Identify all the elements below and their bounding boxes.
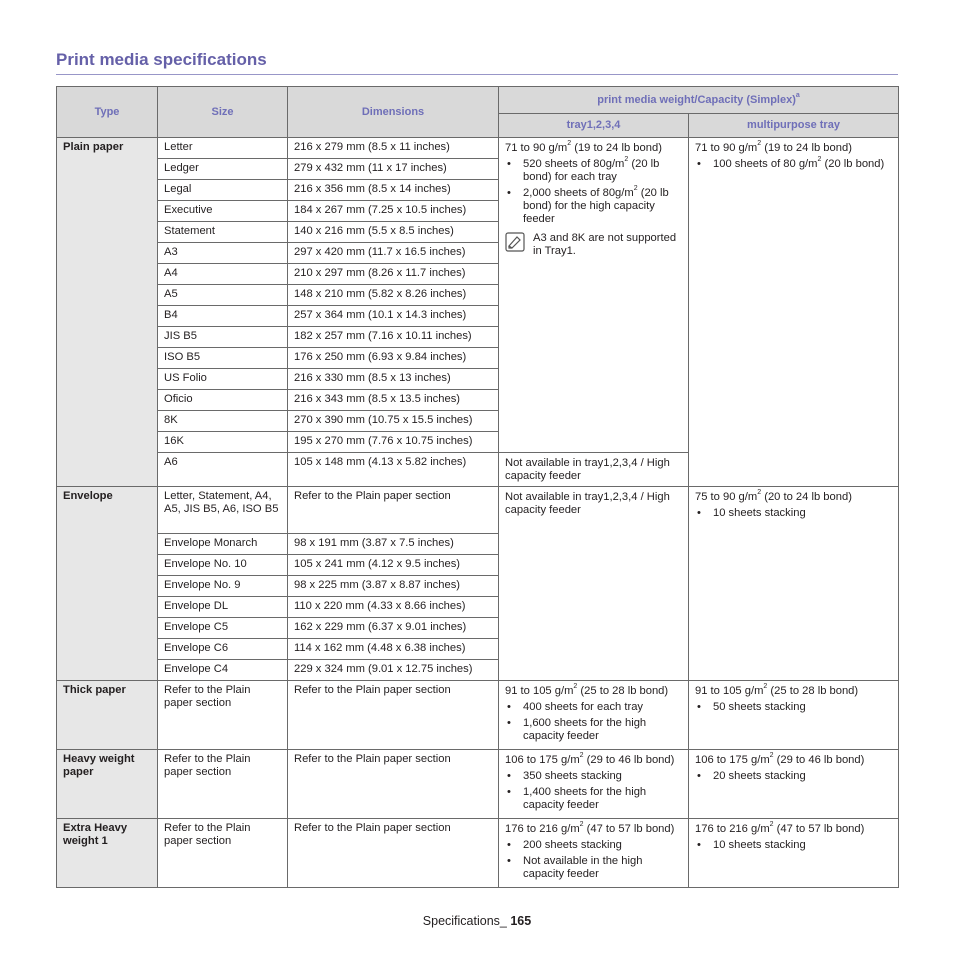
- plain-mp-weight-post: (19 to 24 lb bond): [761, 142, 852, 154]
- size-label: Refer to the Plain paper section: [164, 822, 251, 847]
- thick-tray-weight-pre: 91 to 105 g/m: [505, 685, 574, 697]
- plain-mp-list: [695, 158, 893, 171]
- list-item: [505, 158, 683, 184]
- dimension-cell: [288, 222, 499, 243]
- list-item: [695, 839, 893, 852]
- dimension-label: Refer to the Plain paper section: [294, 684, 451, 696]
- envelope-mp-weight: [695, 491, 893, 504]
- size-label: Envelope C5: [164, 621, 229, 633]
- extra-tray-weight-post: (47 to 57 lb bond): [583, 823, 675, 835]
- thick-tray-weight-post: (25 to 28 lb bond): [577, 685, 669, 697]
- size-cell: [158, 639, 288, 660]
- extra-tray-weight-sup: 2: [579, 821, 584, 829]
- size-cell: [158, 327, 288, 348]
- list-item: [505, 187, 683, 226]
- type-label: Thick paper: [63, 684, 126, 696]
- dimension-label: 279 x 432 mm (11 x 17 inches): [294, 162, 447, 174]
- header-dimensions: Dimensions: [288, 87, 499, 138]
- list-item: [695, 158, 893, 171]
- plain-mp-capacity: [689, 138, 899, 487]
- b1: 350 sheets stacking: [523, 770, 622, 782]
- type-label: Extra Heavy weight 1: [63, 822, 128, 847]
- extra-mp-weight: [695, 823, 893, 836]
- envelope-mp-weight-sup: 2: [757, 489, 762, 497]
- heavy-mp-weight-post: (29 to 46 lb bond): [773, 754, 865, 766]
- heavy-tray-weight-post: (29 to 46 lb bond): [583, 754, 675, 766]
- thick-tray-capacity: [499, 681, 689, 750]
- header-capacity-group: [499, 87, 899, 114]
- extra-tray-capacity: [499, 819, 689, 888]
- type-plain-paper: [57, 138, 158, 487]
- type-envelope: [57, 487, 158, 681]
- dimension-cell: [288, 681, 499, 750]
- thick-mp-weight-sup: 2: [763, 683, 768, 691]
- heavy-mp-list: [695, 770, 893, 783]
- dimension-label: 216 x 343 mm (8.5 x 13.5 inches): [294, 393, 461, 405]
- extra-mp-weight-post: (47 to 57 lb bond): [773, 823, 865, 835]
- size-cell: [158, 159, 288, 180]
- b1-post: (20 lb bond) for each tray: [523, 158, 660, 183]
- note-pencil-icon: [505, 232, 525, 252]
- list-item: [695, 770, 893, 783]
- size-cell: [158, 597, 288, 618]
- size-label: A4: [164, 267, 178, 279]
- size-label: JIS B5: [164, 330, 197, 342]
- dimension-label: 114 x 162 mm (4.48 x 6.38 inches): [294, 642, 466, 654]
- dimension-cell: [288, 285, 499, 306]
- size-cell: [158, 138, 288, 159]
- list-item: [505, 770, 683, 783]
- a6-tray-capacity: [499, 453, 689, 487]
- size-label: Envelope C6: [164, 642, 229, 654]
- dimension-label: 162 x 229 mm (6.37 x 9.01 inches): [294, 621, 467, 633]
- list-item: [505, 855, 683, 881]
- heavy-mp-weight: [695, 754, 893, 767]
- heavy-tray-capacity: [499, 750, 689, 819]
- size-label: Ledger: [164, 162, 199, 174]
- envelope-mp-weight-post: (20 to 24 lb bond): [761, 491, 852, 503]
- dimension-cell: [288, 576, 499, 597]
- size-label: 8K: [164, 414, 178, 426]
- dimension-cell: [288, 534, 499, 555]
- size-label: Envelope No. 10: [164, 558, 247, 570]
- dimension-cell: [288, 639, 499, 660]
- dimension-cell: [288, 597, 499, 618]
- envelope-mp-capacity: [689, 487, 899, 681]
- type-label: Heavy weight paper: [63, 753, 135, 778]
- mp-b1: 50 sheets stacking: [713, 701, 806, 713]
- size-cell: [158, 453, 288, 487]
- page-footer: [0, 914, 954, 928]
- header-tray: tray1,2,3,4: [499, 114, 689, 138]
- size-cell: [158, 264, 288, 285]
- size-cell: [158, 243, 288, 264]
- dimension-label: 176 x 250 mm (6.93 x 9.84 inches): [294, 351, 467, 363]
- dimension-cell: [288, 138, 499, 159]
- dimension-cell: [288, 390, 499, 411]
- extra-tray-list: [505, 839, 683, 881]
- size-label: B4: [164, 309, 178, 321]
- dimension-label: 110 x 220 mm (4.33 x 8.66 inches): [294, 600, 466, 612]
- size-cell: [158, 681, 288, 750]
- thick-mp-capacity: [689, 681, 899, 750]
- header-size: Size: [158, 87, 288, 138]
- list-item: [505, 786, 683, 812]
- size-label: Envelope No. 9: [164, 579, 241, 591]
- dimension-cell: [288, 618, 499, 639]
- size-label: Letter, Statement, A4, A5, JIS B5, A6, ISO B5: [164, 490, 279, 515]
- plain-tray-weight: [505, 142, 683, 155]
- size-label: ISO B5: [164, 351, 201, 363]
- b2-pre: 2,000 sheets of 80g/m: [523, 187, 634, 199]
- size-label: Envelope Monarch: [164, 537, 258, 549]
- table-row: [57, 750, 899, 819]
- size-cell: [158, 285, 288, 306]
- list-item: [505, 839, 683, 852]
- page-title: Print media specifications: [56, 50, 267, 69]
- size-cell: [158, 306, 288, 327]
- plain-mp-weight-sup: 2: [757, 140, 762, 148]
- dimension-label: 148 x 210 mm (5.82 x 8.26 inches): [294, 288, 467, 300]
- dimension-label: 270 x 390 mm (10.75 x 15.5 inches): [294, 414, 473, 426]
- dimension-label: 216 x 356 mm (8.5 x 14 inches): [294, 183, 451, 195]
- dimension-cell: [288, 348, 499, 369]
- envelope-mp-weight-pre: 75 to 90 g/m: [695, 491, 758, 503]
- size-label: Statement: [164, 225, 215, 237]
- plain-mp-weight-pre: 71 to 90 g/m: [695, 142, 758, 154]
- type-thick: [57, 681, 158, 750]
- dimension-cell: [288, 432, 499, 453]
- dimension-label: 195 x 270 mm (7.76 x 10.75 inches): [294, 435, 473, 447]
- b2: 1,400 sheets for the high capacity feeder: [523, 786, 647, 811]
- dimension-cell: [288, 306, 499, 327]
- heavy-tray-weight-sup: 2: [579, 752, 584, 760]
- mp-b1: 20 sheets stacking: [713, 770, 806, 782]
- size-cell: [158, 390, 288, 411]
- dimension-label: 184 x 267 mm (7.25 x 10.5 inches): [294, 204, 467, 216]
- plain-tray-weight-sup: 2: [567, 140, 572, 148]
- dimension-cell: [288, 411, 499, 432]
- size-label: Letter: [164, 141, 193, 153]
- thick-mp-list: [695, 701, 893, 714]
- thick-tray-list: [505, 701, 683, 743]
- dimension-cell: [288, 201, 499, 222]
- print-media-table: [56, 86, 899, 888]
- extra-tray-weight-pre: 176 to 216 g/m: [505, 823, 580, 835]
- dimension-cell: [288, 159, 499, 180]
- mp-b1-pre: 100 sheets of 80 g/m: [713, 158, 818, 170]
- title-divider: [56, 74, 898, 75]
- size-cell: [158, 432, 288, 453]
- header-type: Type: [57, 87, 158, 138]
- dimension-cell: [288, 264, 499, 285]
- thick-tray-weight-sup: 2: [573, 683, 578, 691]
- size-cell: [158, 201, 288, 222]
- size-label: A5: [164, 288, 178, 300]
- dimension-label: 140 x 216 mm (5.5 x 8.5 inches): [294, 225, 454, 237]
- dimension-label: Refer to the Plain paper section: [294, 822, 451, 834]
- size-cell: [158, 555, 288, 576]
- table-row: [57, 681, 899, 750]
- size-cell: [158, 222, 288, 243]
- dimension-label: 182 x 257 mm (7.16 x 10.11 inches): [294, 330, 472, 342]
- mp-b1-sup: 2: [817, 156, 822, 164]
- dimension-cell: [288, 180, 499, 201]
- dimension-cell: [288, 453, 499, 487]
- b1: 400 sheets for each tray: [523, 701, 644, 713]
- note-text: A3 and 8K are not supported in Tray1.: [533, 232, 677, 257]
- heavy-tray-list: [505, 770, 683, 812]
- dimension-label: 257 x 364 mm (10.1 x 14.3 inches): [294, 309, 467, 321]
- type-label: Plain paper: [63, 141, 124, 153]
- extra-mp-capacity: [689, 819, 899, 888]
- size-cell: [158, 576, 288, 597]
- plain-tray-capacity: [499, 138, 689, 453]
- size-cell: [158, 369, 288, 390]
- size-cell: [158, 534, 288, 555]
- heavy-mp-capacity: [689, 750, 899, 819]
- header-capacity-text: print media weight/Capacity (Simplex): [597, 93, 796, 106]
- list-item: [505, 717, 683, 743]
- heavy-mp-weight-sup: 2: [769, 752, 774, 760]
- envelope-tray-capacity: [499, 487, 689, 681]
- size-label: Legal: [164, 183, 192, 195]
- table-row: [57, 487, 899, 534]
- size-label: Envelope C4: [164, 663, 229, 675]
- heavy-mp-weight-pre: 106 to 175 g/m: [695, 754, 770, 766]
- extra-mp-weight-sup: 2: [769, 821, 774, 829]
- size-cell: [158, 348, 288, 369]
- b2: 1,600 sheets for the high capacity feeder: [523, 717, 647, 742]
- a6-tray-text: Not available in tray1,2,3,4 / High capacity feeder: [505, 457, 670, 482]
- dimension-cell: [288, 660, 499, 681]
- dimension-cell: [288, 369, 499, 390]
- size-cell: [158, 180, 288, 201]
- plain-tray-list: [505, 158, 683, 226]
- heavy-tray-weight-pre: 106 to 175 g/m: [505, 754, 580, 766]
- list-item: [695, 701, 893, 714]
- header-multipurpose: multipurpose tray: [689, 114, 899, 138]
- heavy-tray-weight: [505, 754, 683, 767]
- list-item: [505, 701, 683, 714]
- note: [505, 232, 683, 258]
- b1: 200 sheets stacking: [523, 839, 622, 851]
- size-cell: [158, 750, 288, 819]
- envelope-tray-text: Not available in tray1,2,3,4 / High capacity feeder: [505, 491, 670, 516]
- dimension-cell: [288, 327, 499, 348]
- size-label: Refer to the Plain paper section: [164, 753, 251, 778]
- envelope-mp-list: [695, 507, 893, 520]
- thick-mp-weight-pre: 91 to 105 g/m: [695, 685, 764, 697]
- dimension-label: 216 x 330 mm (8.5 x 13 inches): [294, 372, 451, 384]
- size-label: US Folio: [164, 372, 207, 384]
- mp-b1: 10 sheets stacking: [713, 839, 806, 851]
- dimension-cell: [288, 555, 499, 576]
- dimension-label: 229 x 324 mm (9.01 x 12.75 inches): [294, 663, 473, 675]
- size-cell: [158, 819, 288, 888]
- dimension-label: Refer to the Plain paper section: [294, 753, 451, 765]
- size-label: A6: [164, 456, 178, 468]
- type-label: Envelope: [63, 490, 113, 502]
- dimension-label: 297 x 420 mm (11.7 x 16.5 inches): [294, 246, 466, 258]
- table-row: [57, 138, 899, 159]
- dimension-label: 105 x 148 mm (4.13 x 5.82 inches): [294, 456, 467, 468]
- mp-b1: 10 sheets stacking: [713, 507, 806, 519]
- dimension-label: 105 x 241 mm (4.12 x 9.5 inches): [294, 558, 461, 570]
- extra-mp-list: [695, 839, 893, 852]
- size-label: 16K: [164, 435, 184, 447]
- page-number: 165: [510, 914, 532, 928]
- size-label: Envelope DL: [164, 600, 229, 612]
- dimension-label: 210 x 297 mm (8.26 x 11.7 inches): [294, 267, 466, 279]
- dimension-cell: [288, 750, 499, 819]
- size-label: Executive: [164, 204, 213, 216]
- table-row: [57, 819, 899, 888]
- size-cell: [158, 487, 288, 534]
- extra-tray-weight: [505, 823, 683, 836]
- plain-tray-weight-pre: 71 to 90 g/m: [505, 142, 568, 154]
- dimension-cell: [288, 819, 499, 888]
- b2-sup: 2: [633, 185, 638, 193]
- type-heavy: [57, 750, 158, 819]
- b1-sup: 2: [624, 156, 629, 164]
- b2-post: (20 lb bond) for the high capacity feeder: [523, 187, 669, 225]
- dimension-label: Refer to the Plain paper section: [294, 490, 451, 502]
- b2: Not available in the high capacity feeder: [523, 855, 643, 880]
- dimension-label: 216 x 279 mm (8.5 x 11 inches): [294, 141, 450, 153]
- dimension-label: 98 x 225 mm (3.87 x 8.87 inches): [294, 579, 461, 591]
- mp-b1-post: (20 lb bond): [821, 158, 885, 170]
- thick-mp-weight: [695, 685, 893, 698]
- extra-mp-weight-pre: 176 to 216 g/m: [695, 823, 770, 835]
- size-cell: [158, 411, 288, 432]
- footer-label: Specifications_: [422, 914, 511, 928]
- size-cell: [158, 618, 288, 639]
- plain-mp-weight: [695, 142, 893, 155]
- dimension-label: 98 x 191 mm (3.87 x 7.5 inches): [294, 537, 454, 549]
- type-extra: [57, 819, 158, 888]
- dimension-cell: [288, 243, 499, 264]
- size-label: Refer to the Plain paper section: [164, 684, 251, 709]
- header-capacity-footnote: a: [795, 91, 800, 99]
- size-label: A3: [164, 246, 178, 258]
- size-cell: [158, 660, 288, 681]
- thick-mp-weight-post: (25 to 28 lb bond): [767, 685, 859, 697]
- list-item: [695, 507, 893, 520]
- dimension-cell: [288, 487, 499, 534]
- thick-tray-weight: [505, 685, 683, 698]
- plain-tray-weight-post: (19 to 24 lb bond): [571, 142, 662, 154]
- b1-pre: 520 sheets of 80g/m: [523, 158, 625, 170]
- size-label: Oficio: [164, 393, 193, 405]
